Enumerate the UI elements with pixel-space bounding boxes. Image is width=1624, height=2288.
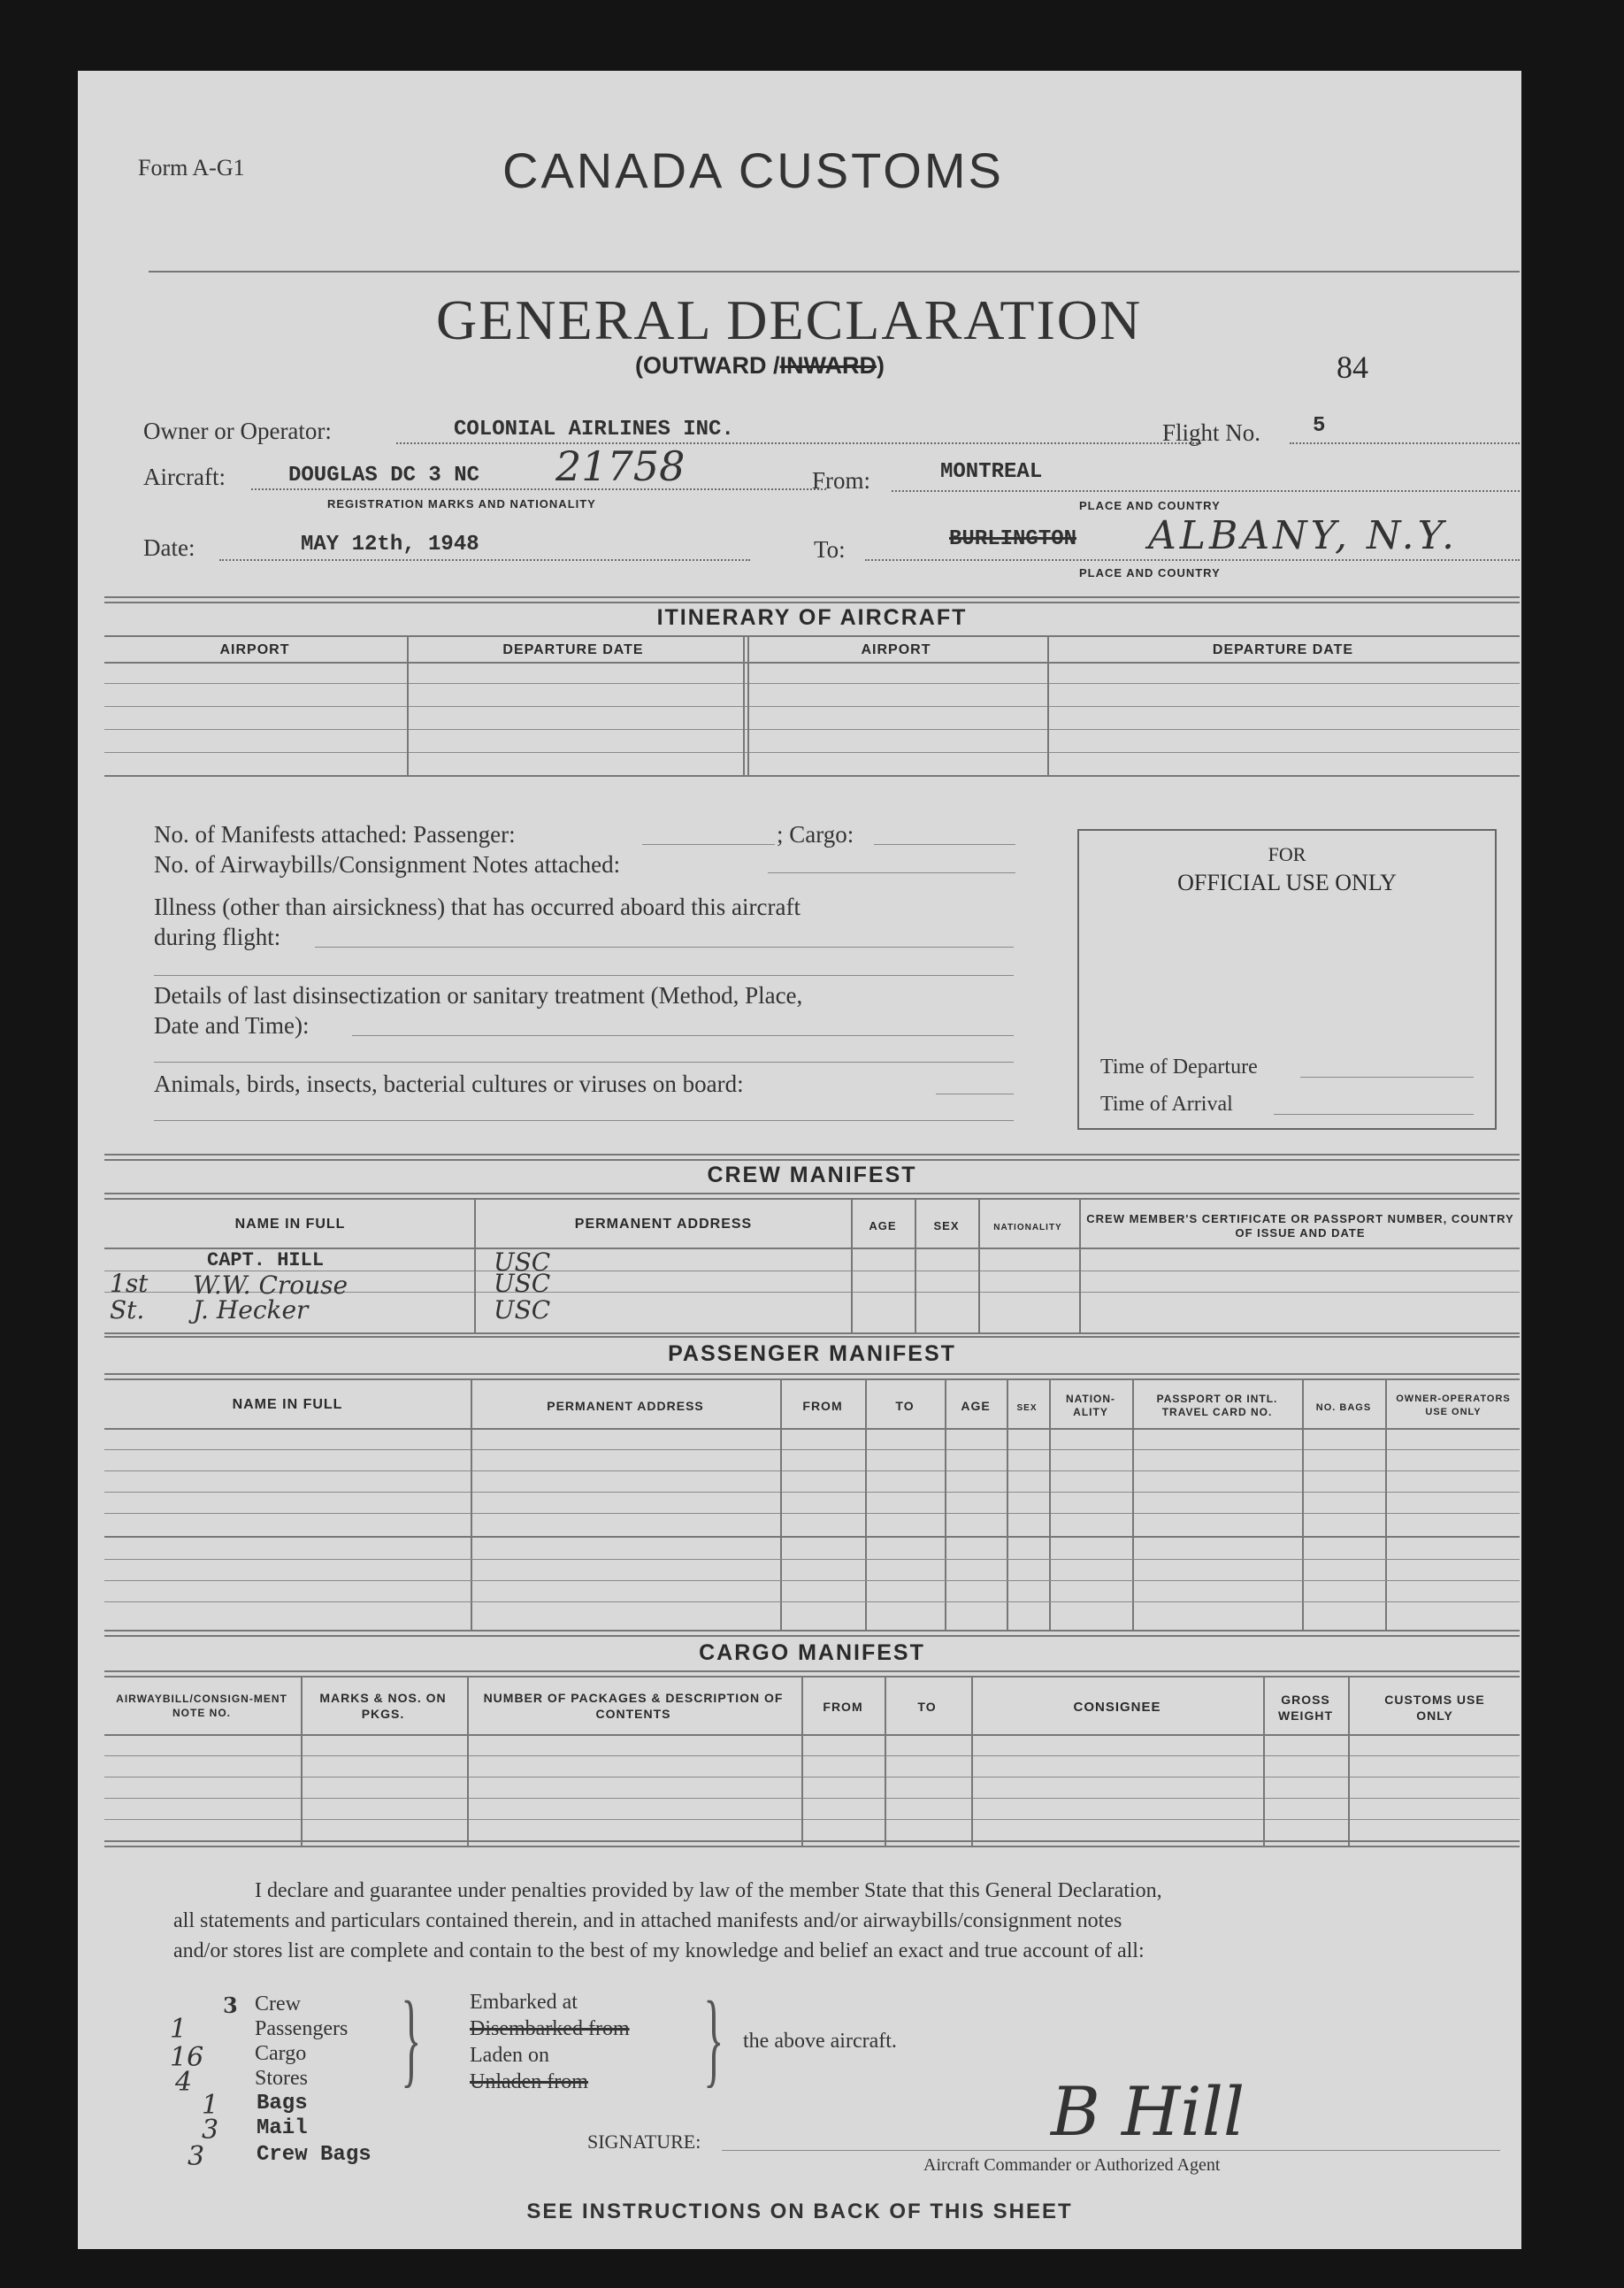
airwaybills-label: No. of Airwaybills/Consignment Notes attached: — [154, 851, 621, 878]
passenger-col-to: TO — [895, 1399, 915, 1413]
label-crew: Crew — [255, 1992, 301, 2015]
label-stores: Stores — [255, 2067, 308, 2090]
itinerary-col-airport-1: AIRPORT — [219, 642, 290, 657]
cargo-col-from: FROM — [823, 1700, 863, 1714]
disinsect-label-1: Details of last disinsectization or sanitary treatment (Method, Place, — [154, 982, 803, 1009]
agency-title: CANADA CUSTOMS — [502, 142, 1004, 198]
date-label: Date: — [143, 534, 195, 561]
aircraft-label: Aircraft: — [143, 464, 226, 490]
above-aircraft: the above aircraft. — [743, 2030, 897, 2053]
from-label: From: — [812, 467, 871, 494]
aircraft-value: DOUGLAS DC 3 NC — [288, 464, 480, 488]
passenger-col-bags: NO. BAGS — [1315, 1402, 1372, 1413]
subtitle-inward-struck: INWARD — [779, 352, 877, 379]
cargo-col-customs: CUSTOMS USE ONLY — [1384, 1693, 1485, 1723]
official-for: FOR — [1268, 843, 1306, 865]
animals-label: Animals, birds, insects, bacterial cultures or viruses on board: — [154, 1071, 744, 1097]
owner-label: Owner or Operator: — [143, 418, 332, 444]
crew-title: CREW MANIFEST — [707, 1163, 917, 1187]
passenger-col-address: PERMANENT ADDRESS — [547, 1399, 704, 1413]
count-passengers: 1 — [170, 2014, 188, 2045]
crew-row-1-name: CAPT. HILL — [207, 1249, 325, 1271]
signature-label: SIGNATURE: — [587, 2131, 701, 2153]
label-passengers: Passengers — [255, 2017, 349, 2040]
cargo-col-airwaybill: AIRWAYBILL/CONSIGN-MENT NOTE NO. — [116, 1693, 287, 1719]
itinerary-title: ITINERARY OF AIRCRAFT — [656, 605, 968, 630]
from-value: MONTREAL — [940, 460, 1043, 484]
cargo-col-to: TO — [917, 1700, 937, 1714]
date-value: MAY 12th, 1948 — [301, 533, 479, 557]
declaration-line-1: I declare and guarantee under penalties provided by law of the member State that this General Declaration, — [255, 1879, 1162, 1902]
declaration-line-2: all statements and particulars contained therein, and in attached manifests and/or airwaybills/consignment notes — [173, 1909, 1122, 1932]
form-id: Form A-G1 — [138, 155, 245, 180]
to-struck-value: BURLINGTON — [949, 527, 1077, 551]
declaration-sheet — [78, 71, 1521, 2249]
subtitle-close: ) — [876, 352, 885, 379]
flight-value: 5 — [1313, 414, 1326, 438]
illness-label-2: during flight: — [154, 924, 281, 950]
aircraft-reg-handwritten: 21758 — [555, 442, 686, 490]
passenger-col-name: NAME IN FULL — [232, 1397, 343, 1412]
cargo-col-marks: MARKS & NOS. ON PKGS. — [319, 1691, 447, 1721]
passenger-col-age: AGE — [961, 1399, 991, 1413]
cargo-col-weight: GROSS WEIGHT — [1278, 1693, 1333, 1723]
disinsect-label-2: Date and Time): — [154, 1012, 310, 1039]
crew-col-age: AGE — [869, 1219, 897, 1232]
passenger-col-owner: OWNER-OPERATORS USE ONLY — [1396, 1394, 1511, 1417]
manifests-label: No. of Manifests attached: Passenger: — [154, 821, 516, 848]
label-bags: Bags — [257, 2092, 308, 2115]
official-use-box — [1077, 829, 1497, 1130]
owner-value: COLONIAL AIRLINES INC. — [454, 418, 734, 441]
crew-row-3-name: J. Hecker — [193, 1295, 309, 1324]
passenger-col-passport: PASSPORT OR INTL. TRAVEL CARD NO. — [1156, 1393, 1278, 1418]
disembarked-struck: Disembarked from — [470, 2017, 630, 2040]
page-title: GENERAL DECLARATION — [436, 288, 1143, 351]
to-caption: PLACE AND COUNTRY — [1079, 566, 1221, 580]
label-cargo: Cargo — [255, 2042, 307, 2065]
itinerary-col-departure-2: DEPARTURE DATE — [1212, 642, 1354, 657]
signature-image: B Hill — [1051, 2072, 1245, 2151]
to-label: To: — [814, 536, 846, 563]
right-brace: } — [703, 1979, 724, 2097]
time-arrival-label: Time of Arrival — [1100, 1093, 1233, 1116]
crew-row-3-rank: St. — [110, 1295, 145, 1324]
unladen-struck: Unladen from — [470, 2070, 588, 2093]
official-title: OFFICIAL USE ONLY — [1177, 870, 1397, 895]
passenger-col-nationality: NATION-ALITY — [1065, 1393, 1116, 1418]
count-mail: 3 — [202, 2115, 219, 2146]
crew-row-1-address: USC — [494, 1248, 551, 1277]
count-crew: 3 — [223, 1992, 238, 2018]
cargo-col-packages: NUMBER OF PACKAGES & DESCRIPTION OF CONTENTS — [483, 1691, 784, 1721]
label-crew-bags: Crew Bags — [257, 2143, 372, 2167]
from-caption: PLACE AND COUNTRY — [1079, 499, 1221, 512]
declaration-line-3: and/or stores list are complete and contain to the best of my knowledge and belief an exact and true account of all: — [173, 1939, 1145, 1962]
crew-col-sex: SEX — [933, 1219, 960, 1232]
flight-label: Flight No. — [1162, 419, 1261, 446]
subtitle-outward: (OUTWARD / — [635, 352, 780, 379]
count-crew-bags: 3 — [188, 2141, 205, 2172]
left-brace: } — [401, 1979, 422, 2097]
page-number: 84 — [1337, 349, 1368, 385]
passenger-col-sex: SEX — [1016, 1403, 1038, 1413]
cargo-title: CARGO MANIFEST — [699, 1640, 925, 1665]
passenger-title: PASSENGER MANIFEST — [668, 1341, 956, 1366]
crew-row-3-address: USC — [494, 1295, 551, 1324]
crew-row-2-address: USC — [494, 1269, 551, 1298]
itinerary-col-airport-2: AIRPORT — [861, 642, 931, 657]
count-stores: 4 — [175, 2067, 193, 2098]
embarked-label: Embarked at — [470, 1991, 578, 2014]
laden-label: Laden on — [470, 2044, 549, 2067]
aircraft-caption: REGISTRATION MARKS AND NATIONALITY — [327, 497, 596, 511]
footer-instructions: SEE INSTRUCTIONS ON BACK OF THIS SHEET — [526, 2200, 1073, 2223]
crew-col-certificate: CREW MEMBER'S CERTIFICATE OR PASSPORT NUMBER, COUNTRY OF ISSUE AND DATE — [1086, 1212, 1514, 1240]
count-cargo: 16 — [170, 2042, 204, 2073]
cargo-col-consignee: CONSIGNEE — [1073, 1700, 1161, 1715]
illness-label-1: Illness (other than airsickness) that has occurred aboard this aircraft — [154, 894, 801, 920]
crew-col-address: PERMANENT ADDRESS — [574, 1217, 753, 1232]
crew-col-nationality: NATIONALITY — [993, 1223, 1062, 1232]
cargo-count-label: ; Cargo: — [777, 821, 854, 848]
to-handwritten: ALBANY, N.Y. — [1148, 513, 1458, 558]
signer-caption: Aircraft Commander or Authorized Agent — [923, 2155, 1221, 2175]
itinerary-col-departure-1: DEPARTURE DATE — [502, 642, 644, 657]
crew-row-2-name: W.W. Crouse — [193, 1271, 349, 1300]
time-departure-label: Time of Departure — [1100, 1056, 1258, 1079]
crew-col-name: NAME IN FULL — [234, 1217, 346, 1232]
crew-row-2-rank: 1st — [110, 1269, 149, 1298]
subtitle — [635, 352, 885, 380]
header-rule — [149, 271, 1520, 273]
label-mail: Mail — [257, 2116, 308, 2140]
count-bags: 1 — [202, 2090, 219, 2121]
passenger-col-from: FROM — [802, 1399, 843, 1413]
